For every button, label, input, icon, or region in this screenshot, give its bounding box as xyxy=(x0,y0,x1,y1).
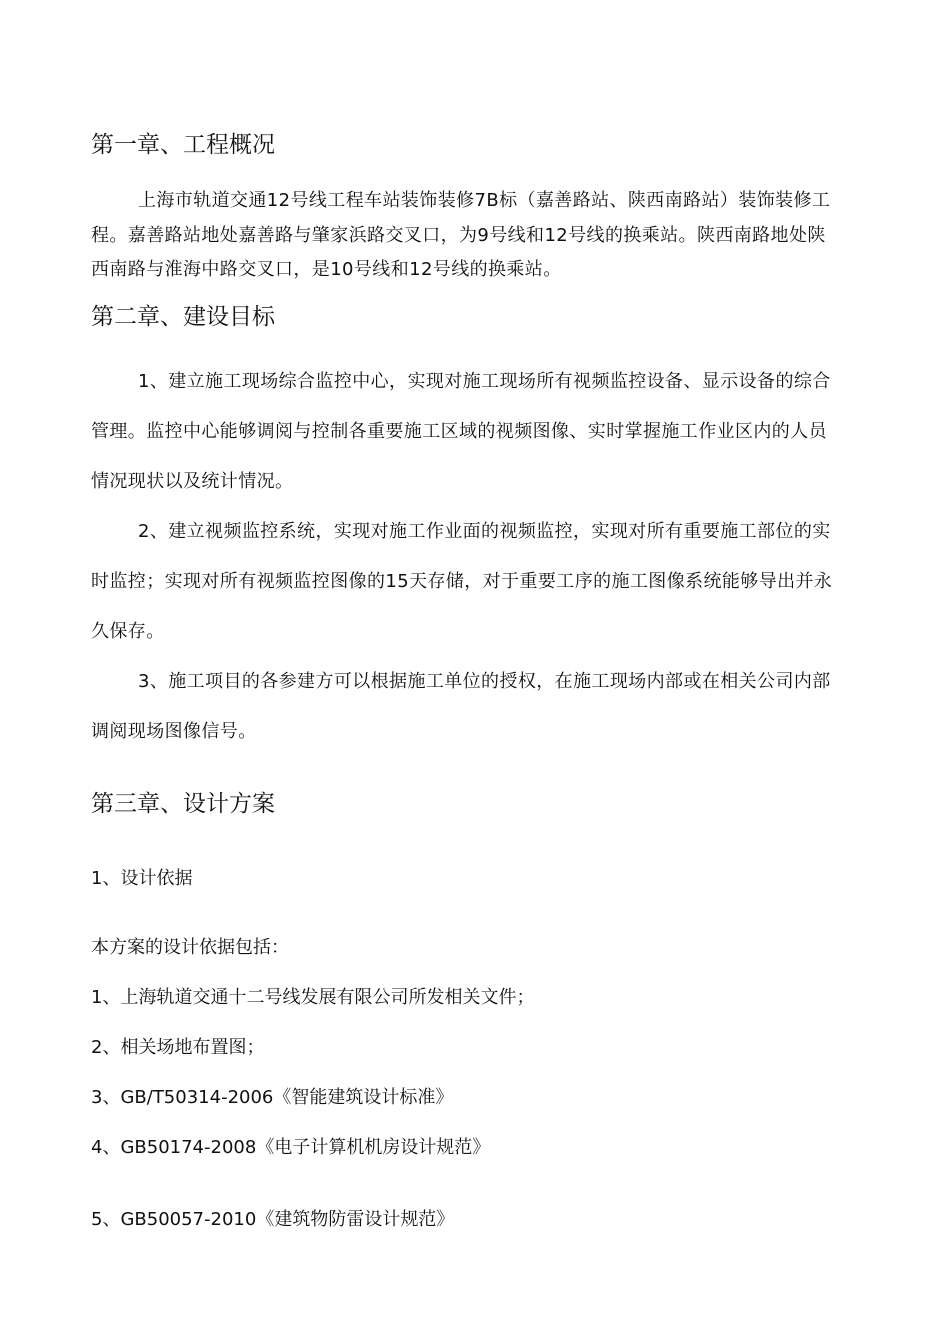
basis-intro: 本方案的设计依据包括： xyxy=(91,937,289,958)
paragraph-line: 2、建立视频监控系统，实现对施工作业面的视频监控，实现对所有重要施工部位的实 xyxy=(138,521,831,542)
paragraph-line: 程。嘉善路站地处嘉善路与肇家浜路交叉口，为9号线和12号线的换乘站。陕西南路地处陕 xyxy=(91,224,826,246)
chapter1-title: 第一章、工程概况 xyxy=(91,132,275,158)
paragraph-line: 管理。监控中心能够调阅与控制各重要施工区域的视频图像、实时掌握施工作业区内的人员 xyxy=(91,421,827,442)
basis-item: 3、GB/T50314-2006《智能建筑设计标准》 xyxy=(91,1087,454,1108)
goal-1-paragraph xyxy=(91,357,911,507)
paragraph-line: 时监控；实现对所有视频监控图像的15天存储，对于重要工序的施工图像系统能够导出并永 xyxy=(91,571,833,592)
chapter1-paragraph xyxy=(91,184,911,288)
basis-item: 5、GB50057-2010《建筑物防雷设计规范》 xyxy=(91,1209,455,1230)
paragraph-line: 西南路与淮海中路交叉口，是10号线和12号线的换乘站。 xyxy=(91,259,562,280)
goal-2-paragraph xyxy=(91,507,911,657)
basis-item: 1、上海轨道交通十二号线发展有限公司所发相关文件； xyxy=(91,987,535,1008)
goal-3-paragraph xyxy=(91,657,911,757)
section-1-heading: 1、设计依据 xyxy=(91,868,193,889)
paragraph-line: 3、施工项目的各参建方可以根据施工单位的授权，在施工现场内部或在相关公司内部 xyxy=(138,671,831,692)
paragraph-line: 久保存。 xyxy=(91,621,165,642)
paragraph-line: 上海市轨道交通12号线工程车站装饰装修7B标（嘉善路站、陕西南路站）装饰装修工 xyxy=(138,190,831,211)
paragraph-line: 情况现状以及统计情况。 xyxy=(91,471,294,492)
chapter2-title: 第二章、建设目标 xyxy=(91,304,275,330)
paragraph-line: 调阅现场图像信号。 xyxy=(91,721,257,742)
paragraph-line: 1、建立施工现场综合监控中心，实现对施工现场所有视频监控设备、显示设备的综合 xyxy=(138,371,831,392)
chapter3-title: 第三章、设计方案 xyxy=(91,791,275,817)
basis-item: 2、相关场地布置图； xyxy=(91,1037,265,1058)
basis-item: 4、GB50174-2008《电子计算机机房设计规范》 xyxy=(91,1137,491,1158)
